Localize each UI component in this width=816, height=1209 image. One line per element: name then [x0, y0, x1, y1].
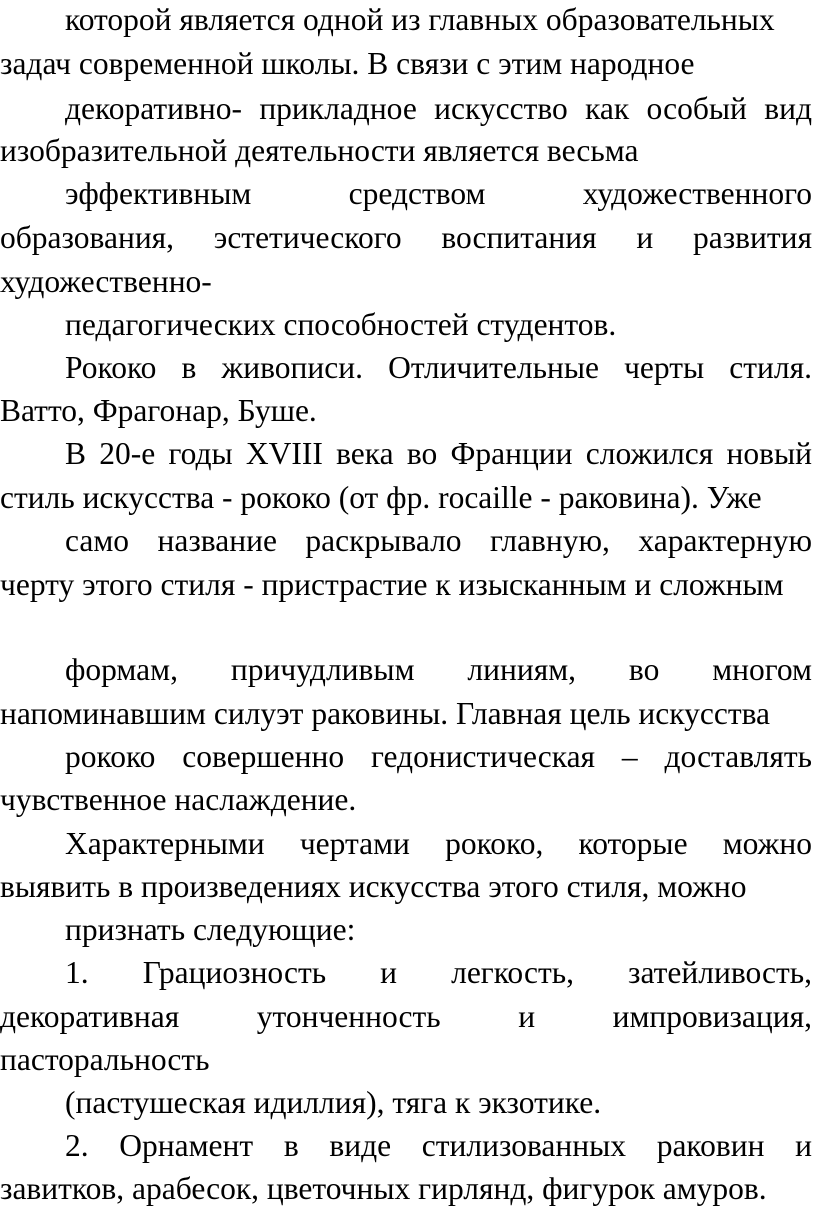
- text-line: которой является одной из главных образовательных: [65, 2, 775, 37]
- text-line: черту этого стиля - пристрастие к изысканным и сложным: [0, 567, 784, 602]
- text-line: чувственное наслаждение.: [0, 782, 357, 817]
- text-line: пасторальность: [0, 1042, 210, 1077]
- text-line: напоминавшим силуэт раковины. Главная цель искусства: [0, 696, 771, 731]
- text-line: стиль искусства - рококо (от фр. rocaille - раковина). Уже: [0, 480, 762, 515]
- text-line: образования, эстетического воспитания и развития: [0, 220, 812, 255]
- text-line: художественно-: [0, 264, 212, 299]
- text-line: декоративно- прикладное искусство как особый вид: [65, 91, 812, 126]
- text-line: рококо совершенно гедонистическая – доставлять: [65, 739, 812, 774]
- text-line: завитков, арабесок, цветочных гирлянд, фигурок амуров.: [0, 1171, 767, 1206]
- text-line: само название раскрывало главную, характерную: [65, 523, 812, 558]
- text-line: признать следующие:: [65, 912, 356, 947]
- text-line: Рококо в живописи. Отличительные черты стиля.: [65, 350, 812, 385]
- text-line: Ватто, Фрагонар, Буше.: [0, 393, 317, 428]
- text-line: формам, причудливым линиям, во многом: [65, 652, 812, 687]
- text-line: эффективным средством художественного: [65, 176, 812, 211]
- text-line: задач современной школы. В связи с этим народное: [0, 46, 695, 81]
- text-line: педагогических способностей студентов.: [65, 307, 617, 342]
- text-line: 2. Орнамент в виде стилизованных раковин и: [65, 1128, 812, 1163]
- text-line: В 20-е годы XVIII века во Франции сложился новый: [65, 436, 812, 471]
- text-line: (пастушеская идиллия), тяга к экзотике.: [65, 1085, 602, 1120]
- text-line: изобразительной деятельности является весьма: [0, 133, 639, 168]
- text-line: 1. Грациозность и легкость, затейливость,: [65, 955, 812, 990]
- text-line: Характерными чертами рококо, которые можно: [65, 826, 812, 861]
- text-line: выявить в произведениях искусства этого стиля, можно: [0, 869, 747, 904]
- text-line: декоративная утонченность и импровизация,: [0, 999, 812, 1034]
